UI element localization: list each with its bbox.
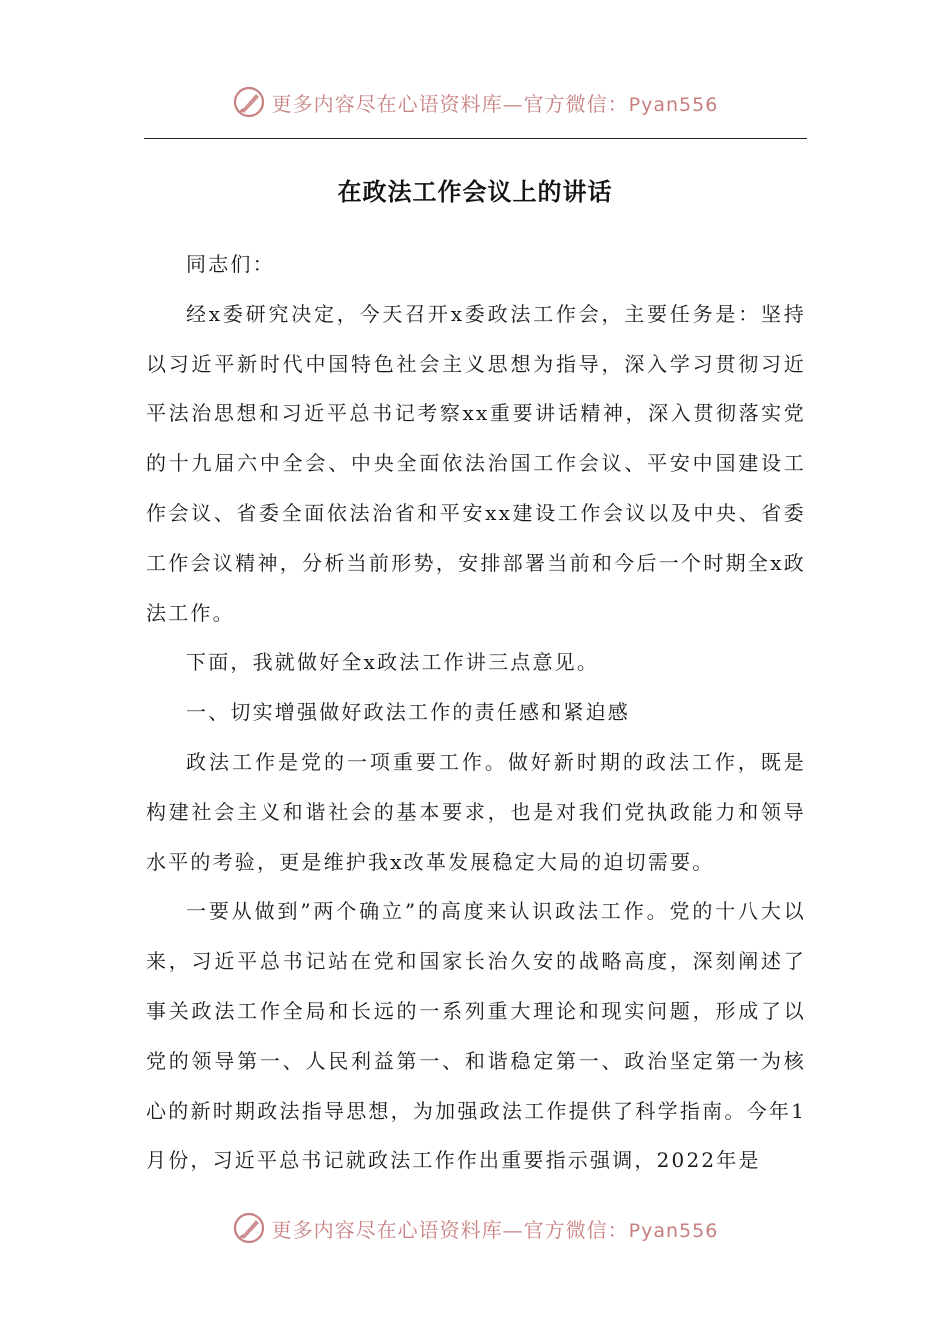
footer-watermark — [0, 1208, 950, 1248]
watermark-handle: Pyan556 — [628, 1219, 719, 1242]
paragraph: 一要从做到”两个确立”的高度来认识政法工作。党的十八大以来，习近平总书记站在党和国家长治久安的战略高度，深刻阐述了事关政法工作全局和长远的一系列重大理论和现实问题，形成了以党的领导第一、人民利益第一、和谐稳定第一、政治坚定第一为核心的新时期政法指导思想，为加强政法工作提供了科学指南。今年1月份，习近平总书记就政法工作作出重要指示强调，2022年是 — [146, 899, 806, 1173]
paragraph: 经x委研究决定，今天召开x委政法工作会，主要任务是：坚持以习近平新时代中国特色社会主义思想为指导，深入学习贯彻习近平法治思想和习近平总书记考察xx重要讲话精神，深入贯彻落实党的十九届六中全会、中央全面依法治国工作会议、平安中国建设工作会议、省委全面依法治省和平安xx建设工作会议以及中央、省委工作会议精神，分析当前形势，安排部署当前和今后一个时期全x政法工作。 — [146, 301, 806, 625]
paragraph: 政法工作是党的一项重要工作。做好新时期的政法工作，既是构建社会主义和谐社会的基本要求，也是对我们党执政能力和领导水平的考验，更是维护我x改革发展稳定大局的迫切需要。 — [146, 749, 806, 874]
section-heading: 一、切实增强做好政法工作的责任感和紧迫感 — [186, 700, 630, 725]
watermark-text: 更多内容尽在心语资料库—官方微信：Pyan556 — [271, 91, 719, 116]
header-watermark — [0, 82, 950, 122]
document-body — [146, 240, 806, 1186]
paragraph: 下面，我就做好全x政法工作讲三点意见。 — [186, 650, 600, 675]
watermark-handle: Pyan556 — [628, 93, 719, 116]
document-title: 在政法工作会议上的讲话 — [337, 177, 613, 206]
watermark-text: 更多内容尽在心语资料库—官方微信：Pyan556 — [271, 1217, 719, 1242]
quill-logo-icon — [232, 1211, 266, 1245]
quill-logo-icon — [232, 85, 266, 119]
salutation: 同志们： — [186, 252, 275, 276]
header-divider — [144, 138, 807, 139]
